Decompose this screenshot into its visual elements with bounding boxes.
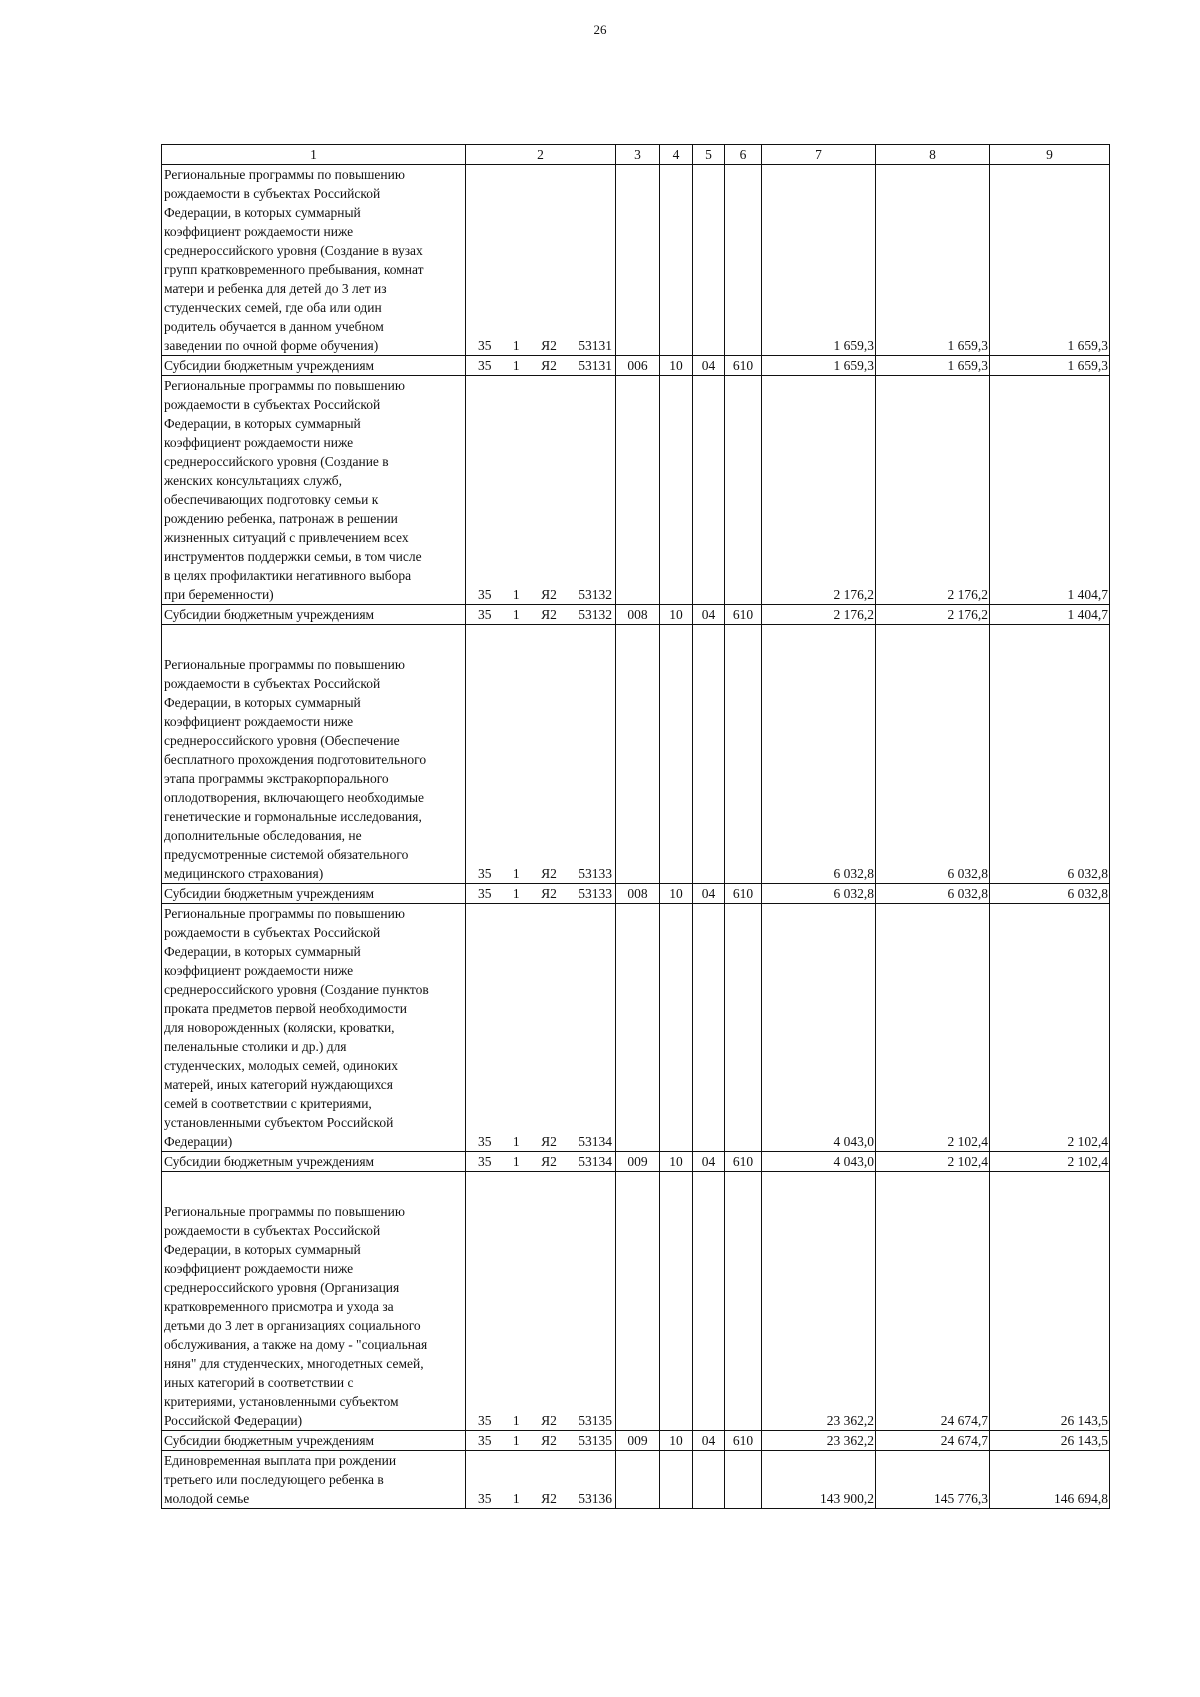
section-code: 10 xyxy=(660,1152,693,1172)
ministry-code: 008 xyxy=(616,605,660,625)
code-part: Я2 xyxy=(541,338,557,353)
subsection-code: 04 xyxy=(693,605,725,625)
amount-col-9: 1 404,7 xyxy=(990,376,1110,605)
target-code-cell xyxy=(466,1431,616,1451)
ministry-code xyxy=(616,376,660,605)
expense-type-code xyxy=(725,904,762,1152)
expense-type-code xyxy=(725,376,762,605)
header-cell: 8 xyxy=(876,145,990,165)
section-code xyxy=(660,1451,693,1509)
code-part: 35 xyxy=(478,358,492,373)
amount-col-8: 6 032,8 xyxy=(876,884,990,904)
target-code-cell xyxy=(466,165,616,356)
code-part: 1 xyxy=(512,358,520,373)
code-part: 53133 xyxy=(578,886,612,901)
row-description: Региональные программы по повышению рождаемости в субъектах Российской Федерации, в которых суммарный коэффициент рождаемости ниже среднероссийского уровня (Создание в женских консультациях служб, обеспечивающих подготовку семьи к рождению ребенка, патронаж в решении жизненных ситуаций с привлечением всех инструментов поддержки семьи, в том числе в целях профилактики негативного выбора при беременности) xyxy=(162,376,466,605)
expense-type-code xyxy=(725,1451,762,1509)
target-code xyxy=(468,605,613,624)
amount-col-7: 23 362,2 xyxy=(762,1431,876,1451)
code-part: Я2 xyxy=(541,1134,557,1149)
expense-type-code: 610 xyxy=(725,884,762,904)
section-code: 10 xyxy=(660,605,693,625)
expense-type-code xyxy=(725,1172,762,1431)
subsidy-row xyxy=(162,356,1110,376)
amount-col-7: 2 176,2 xyxy=(762,376,876,605)
subsection-code xyxy=(693,165,725,356)
amount-col-9: 6 032,8 xyxy=(990,625,1110,884)
subsection-code: 04 xyxy=(693,1152,725,1172)
target-code-cell xyxy=(466,625,616,884)
section-code: 10 xyxy=(660,884,693,904)
code-part: Я2 xyxy=(541,1154,557,1169)
amount-col-9: 2 102,4 xyxy=(990,1152,1110,1172)
header-cell: 4 xyxy=(660,145,693,165)
amount-col-8: 2 176,2 xyxy=(876,605,990,625)
amount-col-9: 26 143,5 xyxy=(990,1431,1110,1451)
amount-col-9: 146 694,8 xyxy=(990,1451,1110,1509)
target-code xyxy=(468,1489,613,1508)
code-part: 53133 xyxy=(578,866,612,881)
subsection-code: 04 xyxy=(693,884,725,904)
section-code xyxy=(660,625,693,884)
target-code xyxy=(468,1431,613,1450)
program-row xyxy=(162,1451,1110,1509)
subsidy-row xyxy=(162,605,1110,625)
target-code xyxy=(468,585,613,604)
ministry-code xyxy=(616,625,660,884)
code-part: 1 xyxy=(512,607,520,622)
target-code-cell xyxy=(466,1172,616,1431)
header-cell: 7 xyxy=(762,145,876,165)
code-part: Я2 xyxy=(541,1433,557,1448)
code-part: 35 xyxy=(478,1413,492,1428)
code-part: Я2 xyxy=(541,607,557,622)
page-number: 26 xyxy=(593,22,607,37)
ministry-code xyxy=(616,1451,660,1509)
amount-col-8: 1 659,3 xyxy=(876,356,990,376)
code-part: 53132 xyxy=(578,607,612,622)
target-code-cell xyxy=(466,356,616,376)
code-part: 53131 xyxy=(578,338,612,353)
amount-col-7: 1 659,3 xyxy=(762,165,876,356)
code-part: 1 xyxy=(512,1433,520,1448)
amount-col-8: 2 102,4 xyxy=(876,1152,990,1172)
amount-col-7: 4 043,0 xyxy=(762,1152,876,1172)
code-part: 53134 xyxy=(578,1154,612,1169)
target-code xyxy=(468,1152,613,1171)
expense-type-code xyxy=(725,165,762,356)
amount-col-7: 2 176,2 xyxy=(762,605,876,625)
subsidy-row xyxy=(162,884,1110,904)
ministry-code: 008 xyxy=(616,884,660,904)
row-description: Субсидии бюджетным учреждениям xyxy=(162,605,466,625)
header-cell: 3 xyxy=(616,145,660,165)
ministry-code xyxy=(616,904,660,1152)
code-part: 53134 xyxy=(578,1134,612,1149)
code-part: 35 xyxy=(478,866,492,881)
amount-col-9: 2 102,4 xyxy=(990,904,1110,1152)
ministry-code: 009 xyxy=(616,1431,660,1451)
expense-type-code xyxy=(725,625,762,884)
row-description: Субсидии бюджетным учреждениям xyxy=(162,1152,466,1172)
code-part: 1 xyxy=(512,1491,520,1506)
ministry-code: 006 xyxy=(616,356,660,376)
expense-type-code: 610 xyxy=(725,1431,762,1451)
target-code-cell xyxy=(466,376,616,605)
code-part: 35 xyxy=(478,1134,492,1149)
code-part: Я2 xyxy=(541,587,557,602)
amount-col-9: 6 032,8 xyxy=(990,884,1110,904)
table-body xyxy=(162,145,1110,1509)
code-part: 35 xyxy=(478,607,492,622)
subsection-code: 04 xyxy=(693,356,725,376)
amount-col-9: 1 659,3 xyxy=(990,165,1110,356)
program-row xyxy=(162,625,1110,884)
row-description: Региональные программы по повышению рождаемости в субъектах Российской Федерации, в которых суммарный коэффициент рождаемости ниже среднероссийского уровня (Создание в вузах групп кратковременного пребывания, комнат матери и ребенка для детей до 3 лет из студенческих семей, где оба или один родитель обучается в данном учебном заведении по очной форме обучения) xyxy=(162,165,466,356)
code-part: 53135 xyxy=(578,1433,612,1448)
section-code xyxy=(660,904,693,1152)
header-cell: 5 xyxy=(693,145,725,165)
code-part: 35 xyxy=(478,338,492,353)
expense-type-code: 610 xyxy=(725,356,762,376)
amount-col-7: 6 032,8 xyxy=(762,625,876,884)
expense-type-code: 610 xyxy=(725,1152,762,1172)
ministry-code xyxy=(616,1172,660,1431)
budget-table xyxy=(161,144,1110,1509)
row-description: Единовременная выплата при рождении третьего или последующего ребенка в молодой семье xyxy=(162,1451,466,1509)
amount-col-7: 6 032,8 xyxy=(762,884,876,904)
row-description: Региональные программы по повышению рождаемости в субъектах Российской Федерации, в которых суммарный коэффициент рождаемости ниже среднероссийского уровня (Создание пунктов проката предметов первой необходимости для новорожденных (коляски, кроватки, пеленальные столики и др.) для студенческих, молодых семей, одиноких матерей, иных категорий нуждающихся семей в соответствии с критериями, установленными субъектом Российской Федерации) xyxy=(162,904,466,1152)
code-part: 35 xyxy=(478,1433,492,1448)
ministry-code xyxy=(616,165,660,356)
code-part: 1 xyxy=(512,1154,520,1169)
target-code xyxy=(468,1132,613,1151)
expense-type-code: 610 xyxy=(725,605,762,625)
target-code-cell xyxy=(466,1152,616,1172)
ministry-code: 009 xyxy=(616,1152,660,1172)
code-part: Я2 xyxy=(541,1491,557,1506)
target-code xyxy=(468,864,613,883)
target-code xyxy=(468,884,613,903)
row-description: Субсидии бюджетным учреждениям xyxy=(162,356,466,376)
row-description: Субсидии бюджетным учреждениям xyxy=(162,1431,466,1451)
target-code-cell xyxy=(466,904,616,1152)
program-row xyxy=(162,904,1110,1152)
header-cell: 1 xyxy=(162,145,466,165)
amount-col-8: 2 102,4 xyxy=(876,904,990,1152)
program-row xyxy=(162,1172,1110,1431)
code-part: 1 xyxy=(512,866,520,881)
row-description: Субсидии бюджетным учреждениям xyxy=(162,884,466,904)
target-code-cell xyxy=(466,884,616,904)
amount-col-9: 1 659,3 xyxy=(990,356,1110,376)
subsidy-row xyxy=(162,1152,1110,1172)
section-code xyxy=(660,165,693,356)
code-part: Я2 xyxy=(541,358,557,373)
subsection-code xyxy=(693,1451,725,1509)
program-row xyxy=(162,376,1110,605)
subsection-code xyxy=(693,904,725,1152)
code-part: Я2 xyxy=(541,886,557,901)
target-code xyxy=(468,356,613,375)
amount-col-8: 6 032,8 xyxy=(876,625,990,884)
section-code: 10 xyxy=(660,1431,693,1451)
section-code xyxy=(660,1172,693,1431)
code-part: 1 xyxy=(512,338,520,353)
amount-col-8: 24 674,7 xyxy=(876,1431,990,1451)
header-row xyxy=(162,145,1110,165)
subsection-code xyxy=(693,625,725,884)
target-code xyxy=(468,1411,613,1430)
amount-col-8: 24 674,7 xyxy=(876,1172,990,1431)
header-cell: 6 xyxy=(725,145,762,165)
code-part: 1 xyxy=(512,587,520,602)
row-description: Региональные программы по повышению рождаемости в субъектах Российской Федерации, в которых суммарный коэффициент рождаемости ниже среднероссийского уровня (Обеспечение бесплатного прохождения подготовительного этапа программы экстракорпорального оплодотворения, включающего необходимые генетические и гормональные исследования, дополнительные обследования, не предусмотренные системой обязательного медицинского страхования) xyxy=(162,625,466,884)
amount-col-7: 4 043,0 xyxy=(762,904,876,1152)
code-part: 53136 xyxy=(578,1491,612,1506)
amount-col-8: 2 176,2 xyxy=(876,376,990,605)
header-cell: 9 xyxy=(990,145,1110,165)
amount-col-8: 145 776,3 xyxy=(876,1451,990,1509)
subsidy-row xyxy=(162,1431,1110,1451)
code-part: 53132 xyxy=(578,587,612,602)
amount-col-7: 1 659,3 xyxy=(762,356,876,376)
code-part: 53135 xyxy=(578,1413,612,1428)
section-code xyxy=(660,376,693,605)
target-code-cell xyxy=(466,1451,616,1509)
code-part: 35 xyxy=(478,587,492,602)
header-cell: 2 xyxy=(466,145,616,165)
target-code-cell xyxy=(466,605,616,625)
subsection-code xyxy=(693,376,725,605)
code-part: 53131 xyxy=(578,358,612,373)
row-description: Региональные программы по повышению рождаемости в субъектах Российской Федерации, в которых суммарный коэффициент рождаемости ниже среднероссийского уровня (Организация кратковременного присмотра и ухода за детьми до 3 лет в организациях социального обслуживания, а также на дому - "социальная няня" для студенческих, многодетных семей, иных категорий в соответствии с критериями, установленными субъектом Российской Федерации) xyxy=(162,1172,466,1431)
target-code xyxy=(468,336,613,355)
code-part: 1 xyxy=(512,1413,520,1428)
code-part: 1 xyxy=(512,886,520,901)
code-part: 35 xyxy=(478,1491,492,1506)
subsection-code xyxy=(693,1172,725,1431)
amount-col-9: 26 143,5 xyxy=(990,1172,1110,1431)
code-part: 35 xyxy=(478,1154,492,1169)
amount-col-8: 1 659,3 xyxy=(876,165,990,356)
code-part: 35 xyxy=(478,886,492,901)
section-code: 10 xyxy=(660,356,693,376)
subsection-code: 04 xyxy=(693,1431,725,1451)
code-part: Я2 xyxy=(541,866,557,881)
code-part: Я2 xyxy=(541,1413,557,1428)
program-row xyxy=(162,165,1110,356)
code-part: 1 xyxy=(512,1134,520,1149)
amount-col-9: 1 404,7 xyxy=(990,605,1110,625)
amount-col-7: 23 362,2 xyxy=(762,1172,876,1431)
amount-col-7: 143 900,2 xyxy=(762,1451,876,1509)
